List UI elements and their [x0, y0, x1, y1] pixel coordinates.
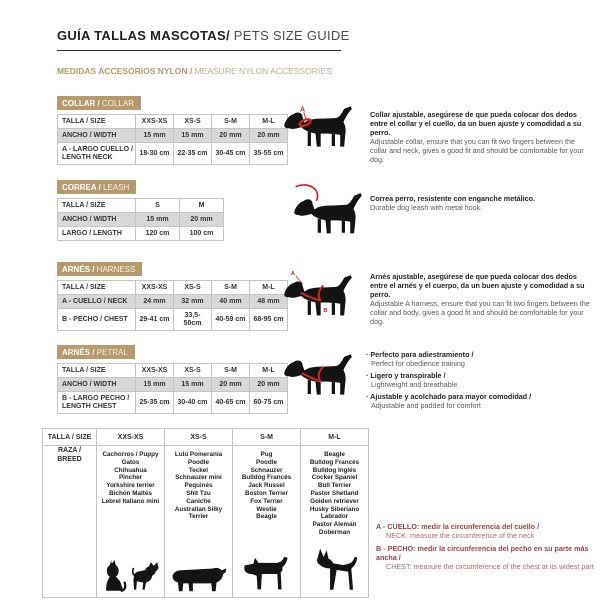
size-cell: 100 cm	[180, 227, 224, 241]
table-row	[58, 295, 288, 309]
row-label: ANCHO / WIDTH	[58, 129, 136, 143]
row-label: A - LARGO CUELLO / LENGTH NECK	[58, 143, 136, 165]
size-cell: 24 mm	[136, 295, 174, 309]
row-label: A - CUELLO / NECK	[58, 295, 136, 309]
size-cell: 15 mm	[174, 129, 212, 143]
dog-silhouette-icon	[294, 193, 362, 233]
size-cell: 40-59 cm	[212, 309, 250, 331]
breed-list: Pug Poodle Schnauzer Bulldog Francés Jack Russel Boston Terrier Fox Terrier Westie Beagle	[241, 451, 292, 521]
table-row	[58, 378, 288, 392]
size-header-cell: S-M	[233, 429, 301, 446]
section-badge-collar: COLLAR / COLLAR	[57, 96, 141, 110]
size-cell: 22-35 cm	[174, 143, 212, 165]
breed-cell-xs-s	[165, 446, 233, 598]
table-row	[58, 143, 288, 165]
red-leash-icon	[296, 185, 318, 201]
table-row	[58, 115, 288, 129]
size-cell: 48 mm	[250, 295, 288, 309]
note-chest: B - PECHO: medir la circunferencia del pecho en su parte más ancha / CHEST: measure the circumference of the chest at its widest part	[376, 544, 594, 571]
size-header-cell: XXS-XS	[97, 429, 165, 446]
harness-b-marker: B	[323, 308, 328, 315]
row-label: TALLA / SIZE	[58, 115, 136, 129]
table-row	[43, 429, 369, 446]
note-neck: A - CUELLO: medir la circunferencia del cuello / NECK: measure the circumference of the neck	[376, 522, 540, 540]
size-cell: 18-30 cm	[136, 143, 174, 165]
page-title	[57, 28, 350, 51]
breed-list: Lulú Pomerania Poodle Teckel Schnauzer mini Pequinés Shit Tzu Caniche Australian Silky Terrier	[174, 451, 223, 521]
size-cell: XS-S	[174, 364, 212, 378]
size-cell: 120 cm	[136, 227, 180, 241]
table-row	[58, 129, 288, 143]
size-cell: 68-95 cm	[250, 309, 288, 331]
table-row	[58, 392, 288, 414]
table-row	[58, 281, 288, 295]
size-cell: 29-41 cm	[136, 309, 174, 331]
harness-dog-illustration	[283, 268, 361, 324]
size-cell: 20 mm	[212, 378, 250, 392]
table-row	[58, 309, 288, 331]
table-row	[58, 227, 224, 241]
page-subtitle	[57, 66, 334, 76]
size-cell: S-M	[212, 364, 250, 378]
size-cell: S-M	[212, 115, 250, 129]
breed-header-label: TALLA / SIZE	[43, 429, 97, 446]
harness-size-table	[57, 280, 288, 331]
page-title-es: GUÍA TALLAS MASCOTAS/	[57, 28, 230, 43]
dog-silhouette-icon	[284, 106, 352, 146]
chihuahua-icon	[132, 561, 160, 593]
size-cell: S	[136, 199, 180, 213]
size-cell: M-L	[250, 115, 288, 129]
row-label: TALLA / SIZE	[58, 199, 136, 213]
table-row	[58, 199, 224, 213]
size-cell: XXS-XS	[136, 115, 174, 129]
row-label: ANCHO / WIDTH	[58, 378, 136, 392]
size-cell: M-L	[250, 281, 288, 295]
row-label: B - LARGO PECHO / LENGTH CHEST	[58, 392, 136, 414]
petral-size-table	[57, 363, 288, 414]
size-cell: 15 mm	[136, 378, 174, 392]
harness-description: Arnés ajustable, asegúrese de que pueda colocar dos dedos entre el arnés y el cuerpo, da un buen ajuste y comodidad a su perro. Adjustable A harness, ensure that you can fit two fingers between the collar and body, gives a good fit and should be comfortable for your dog.	[370, 272, 590, 326]
size-cell: 40-65 cm	[212, 392, 250, 414]
size-cell: 30-40 cm	[174, 392, 212, 414]
leash-description: Correa perro, resistente con enganche metálico. Durable dog leash with metal hook.	[370, 194, 535, 212]
breed-cell-s-m	[233, 446, 301, 598]
schnauzer-icon	[243, 555, 291, 593]
collar-description: Collar ajustable, asegúrese de que pueda colocar dos dedos entre el collar y el cuello, da un buen ajuste y comodidad a su perro. Adjustable collar, ensure that you can fit two fingers between the collar and neck, gives a good fit and should be comfortable for your dog.	[370, 110, 584, 164]
breed-cell-m-l	[301, 446, 369, 598]
row-label: TALLA / SIZE	[58, 281, 136, 295]
size-cell: M-L	[250, 364, 288, 378]
page-subtitle-en: MEASURE NYLON ACCESSORIES:	[192, 66, 334, 76]
petral-dog-illustration	[283, 352, 361, 406]
size-cell: 20 mm	[180, 213, 224, 227]
table-row	[43, 446, 369, 598]
size-cell: 15 mm	[136, 213, 180, 227]
size-cell: 15 mm	[174, 378, 212, 392]
raza-breed-label: RAZA / BREED	[43, 446, 97, 598]
size-cell: 20 mm	[250, 129, 288, 143]
size-cell: 25-35 cm	[136, 392, 174, 414]
table-row	[58, 364, 288, 378]
size-cell: 33,5-50cm	[174, 309, 212, 331]
size-cell: 35-55 cm	[250, 143, 288, 165]
dachshund-icon	[171, 565, 227, 593]
breed-list: Cachorros / Puppy Gatos Chihuahua Pincher Yorkshire terrier Bichón Maltés Lebrel Italiano mini	[101, 451, 160, 505]
size-header-cell: M-L	[301, 429, 369, 446]
size-cell: XS-S	[174, 115, 212, 129]
list-item: · Ligero y transpirable / Lightweight and breathable	[366, 371, 592, 389]
petral-feature-list	[366, 350, 592, 413]
harness-a-marker: A	[290, 271, 296, 278]
leash-dog-illustration	[293, 180, 371, 240]
page-subtitle-es: MEDIDAS ACCESORIOS NYLON /	[57, 66, 193, 76]
row-label: LARGO / LENGTH	[58, 227, 136, 241]
list-item: · Perfecto para adiestramiento / Perfect for obedience training	[366, 350, 592, 368]
size-cell: 60-75 cm	[250, 392, 288, 414]
table-row	[58, 213, 224, 227]
size-cell: 20 mm	[250, 378, 288, 392]
leash-size-table	[57, 198, 224, 241]
size-cell: 32 mm	[174, 295, 212, 309]
size-cell: 30-45 cm	[212, 143, 250, 165]
row-label: B - PECHO / CHEST	[58, 309, 136, 331]
doberman-icon	[310, 547, 360, 593]
measurement-notes	[376, 522, 596, 575]
breed-cell-xxs-xs	[97, 446, 165, 598]
breed-list: Beagle Bulldog Francés Bulldog Inglés Cocker Spaniel Bull Terrier Pastor Shetland Golden retriever Husky Siberiano Labrador Pastor Alemán Doberman	[309, 451, 360, 536]
size-cell: XXS-XS	[136, 281, 174, 295]
page-title-en: PETS SIZE GUIDE	[229, 28, 350, 43]
size-header-cell: XS-S	[165, 429, 233, 446]
collar-a-marker: A	[299, 105, 306, 114]
section-badge-harness: ARNÉS / HARNESS	[57, 262, 142, 276]
collar-size-table	[57, 114, 288, 165]
list-item: · Ajustable y acolchado para mayor comodidad / Adjustable and padded for comfort	[366, 392, 592, 410]
cat-icon	[102, 559, 128, 593]
size-cell: M	[180, 199, 224, 213]
breed-size-table	[42, 428, 369, 598]
size-cell: 15 mm	[136, 129, 174, 143]
row-label: ANCHO / WIDTH	[58, 213, 136, 227]
size-cell: 40 mm	[212, 295, 250, 309]
section-badge-petral: ARNÉS / PETRAL	[57, 345, 135, 359]
collar-dog-illustration	[283, 104, 361, 158]
size-cell: XS-S	[174, 281, 212, 295]
section-badge-leash: CORREA / LEASH	[57, 180, 136, 194]
size-cell: S-M	[212, 281, 250, 295]
size-cell: XXS-XS	[136, 364, 174, 378]
row-label: TALLA / SIZE	[58, 364, 136, 378]
size-cell: 20 mm	[212, 129, 250, 143]
